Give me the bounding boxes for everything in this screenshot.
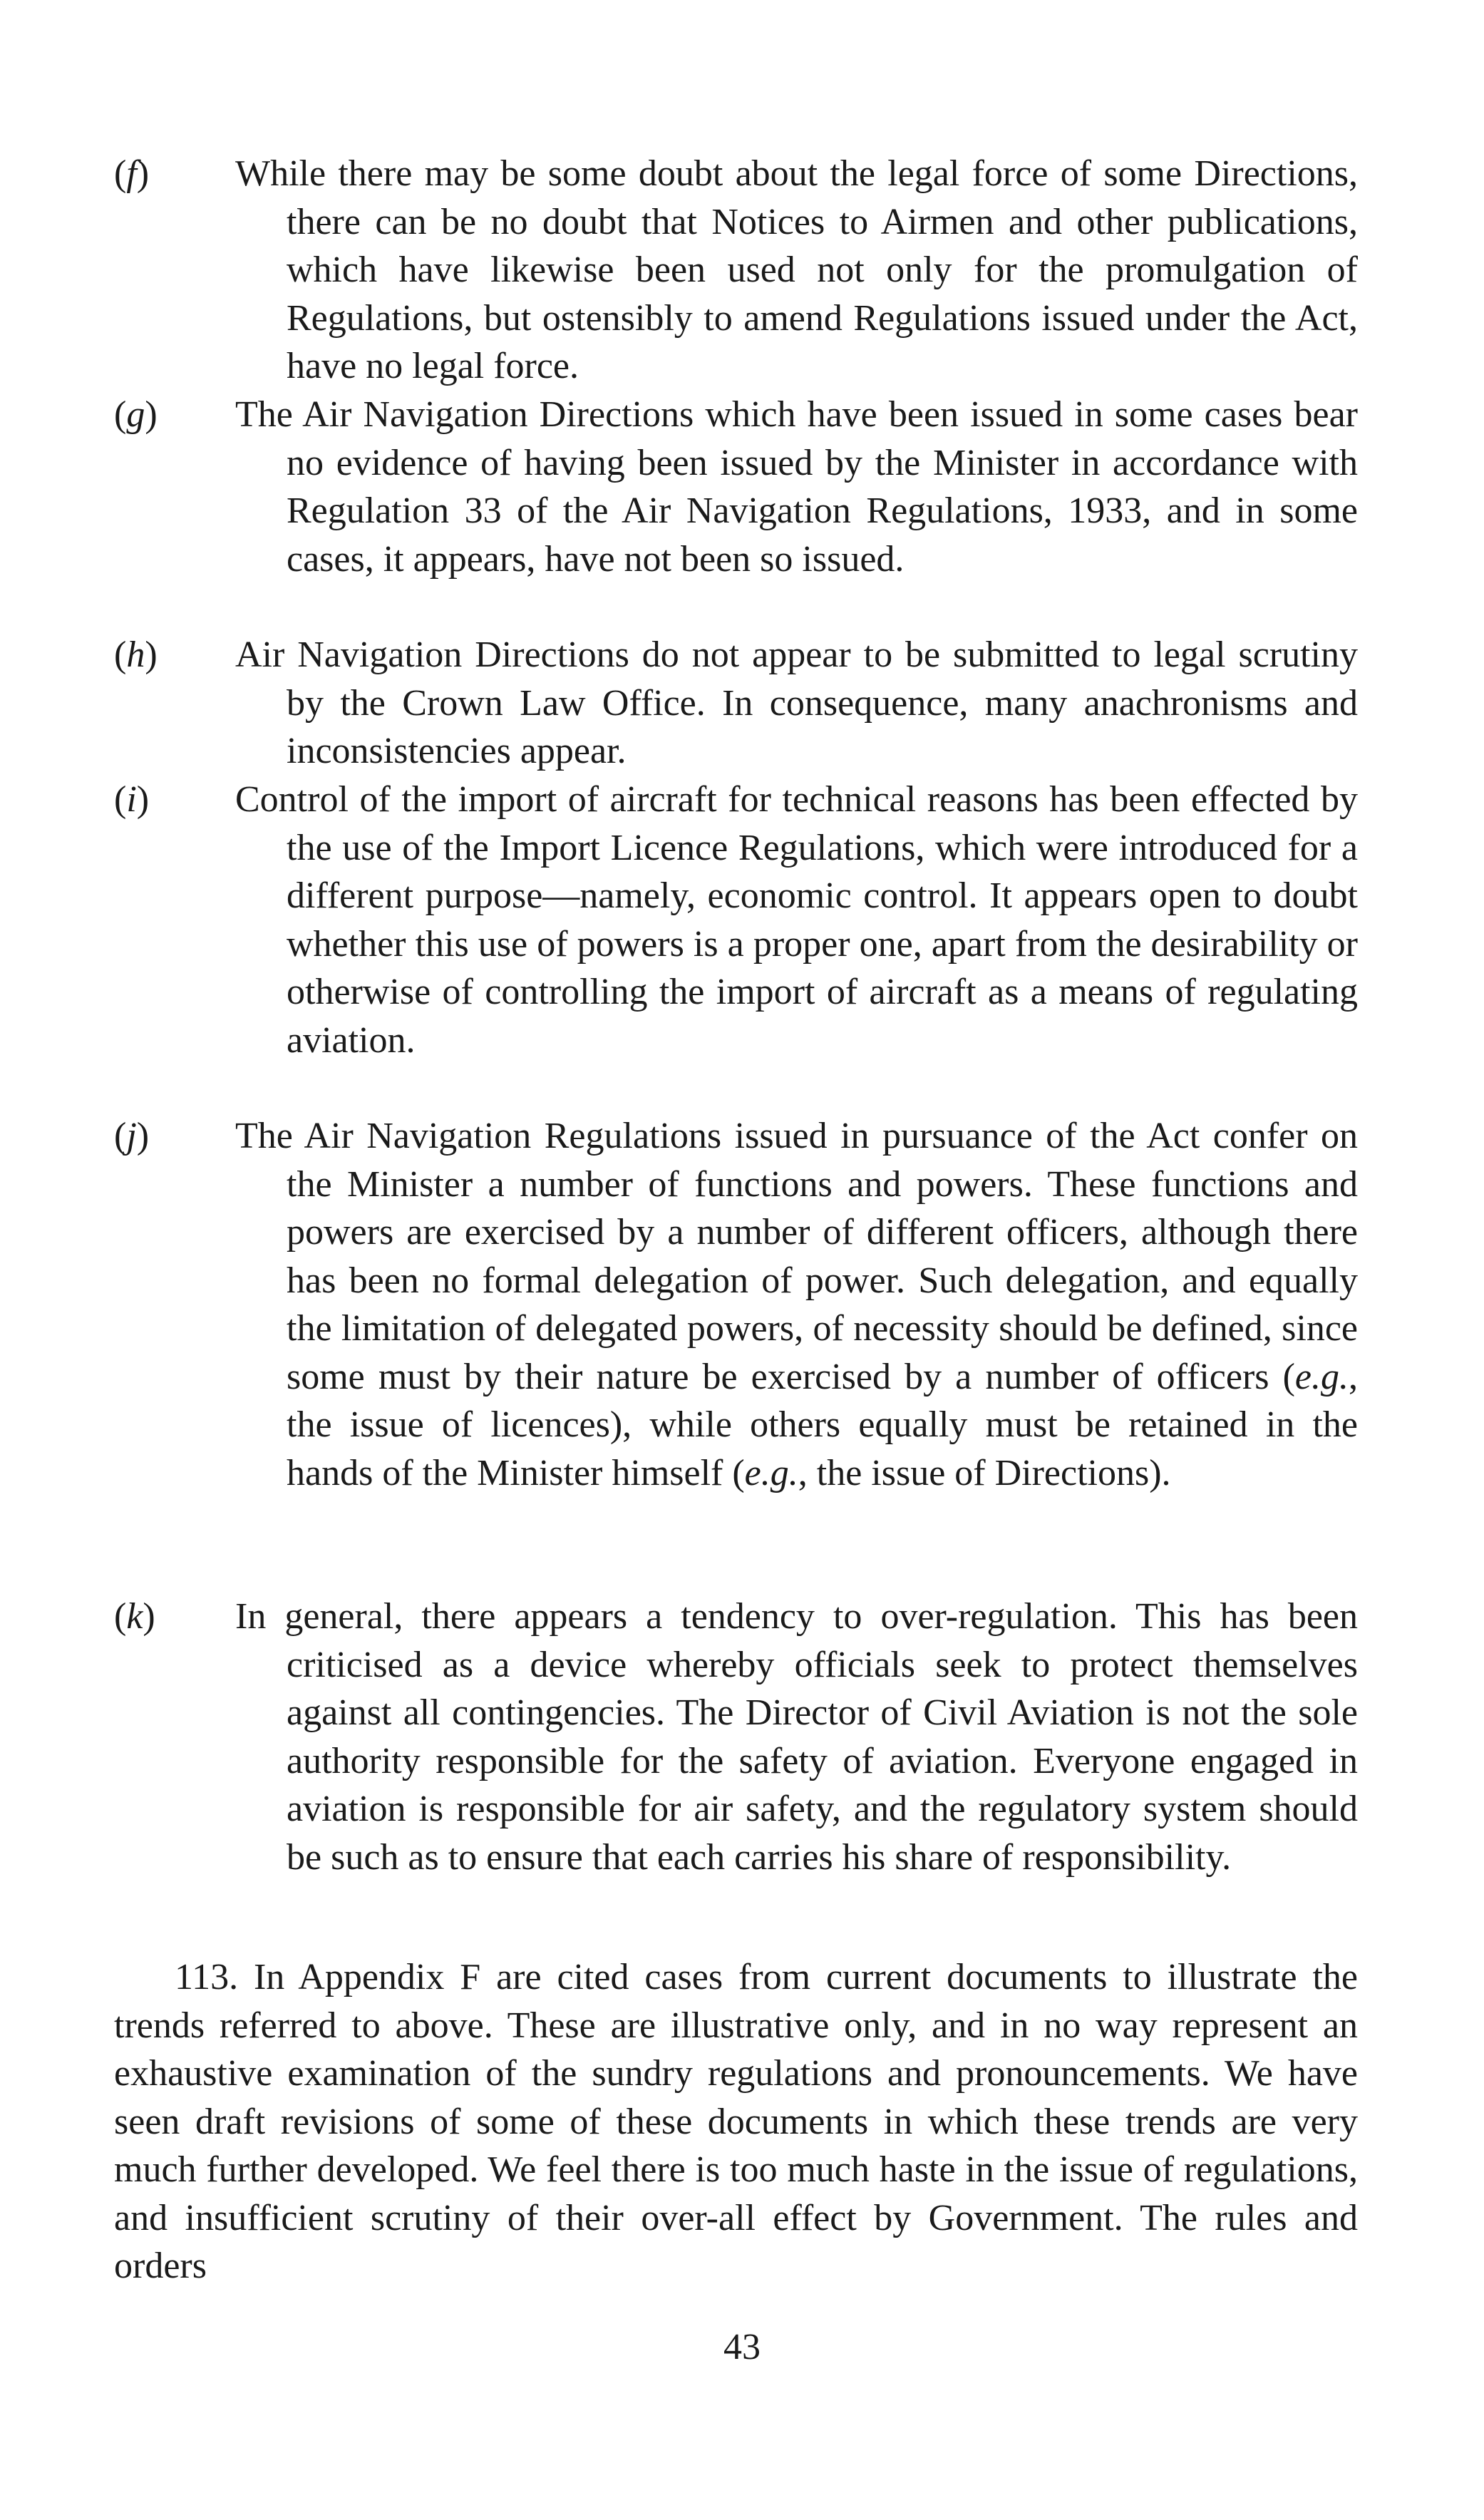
- item-text-f: While there may be some doubt about the legal force of some Directions, there can be no doubt that Notices to Airmen and other publications, which have likewise been used not only for the promulgation of Regulations, but ostensibly to amend Regulations issued under the Act, have no legal force.: [235, 153, 1358, 386]
- item-text-k: In general, there appears a tendency to over-regulation. This has been criticised as a device whereby officials seek to protect themselves against all contingencies. The Director of Civil Aviation is not the sole authority responsible for the safety of aviation. Everyone engaged in aviation is responsible for air safety, and the regulatory system should be such as to ensure that each carries his share of responsibility.: [235, 1596, 1358, 1878]
- paragraph-113: 113. In Appendix F are cited cases from current documents to illustrate the trends referred to above. These are illustrative only, and in no way represent an exhaustive examination of the sundry regulations and pronouncements. We have seen draft revisions of some of these documents in which these trends are very much further developed. We feel there is too much haste in the issue of regulations, and insufficient scrutiny of their over-all effect by Government. The rules and orders: [114, 1957, 1358, 2286]
- item-text-j: The Air Navigation Regulations issued in pursuance of the Act confer on the Minister a number of functions and powers. These functions and powers are exercised by a number of different officers, although there has been no formal delegation of power. Such delegation, and equally the limitation of delegated powers, of necessity should be defined, since some must by their nature be exercised by a number of officers (e.g., the issue of licences), while others equally must be retained in the hands of the Minister himself (e.g., the issue of Directions).: [235, 1116, 1358, 1493]
- list-item-h: (h) Air Navigation Directions do not appear to be submitted to legal scrutiny by the Crown Law Office. In consequence, many anachronisms and inconsistencies appear.: [114, 634, 1358, 771]
- list-item-g: (g) The Air Navigation Directions which have been issued in some cases bear no evidence of having been issued by the Minister in accordance with Regulation 33 of the Air Navigation Regulations, 1933, and in some cases, it appears, have not been so issued.: [114, 394, 1358, 580]
- item-text-i: Control of the import of aircraft for technical reasons has been effected by the use of the Import Licence Regulations, which were introduced for a different purpose—namely, economic control. It appears open to doubt whether this use of powers is a proper one, apart from the desirability or otherwise of controlling the import of aircraft as a means of regulating aviation.: [235, 779, 1358, 1061]
- list-item-f: (f) While there may be some doubt about the legal force of some Directions, there can be no doubt that Notices to Airmen and other publications, which have likewise been used not only for the promulgation of Regulations, but ostensibly to amend Regulations issued under the Act, have no legal force.: [114, 153, 1358, 386]
- item-text-h: Air Navigation Directions do not appear to be submitted to legal scrutiny by the Crown Law Office. In consequence, many anachronisms and inconsistencies appear.: [235, 634, 1358, 771]
- list-item-j: (j) The Air Navigation Regulations issued in pursuance of the Act confer on the Minister a number of functions and powers. These functions and powers are exercised by a number of different officers, although there has been no formal delegation of power. Such delegation, and equally the limitation of delegated powers, of necessity should be defined, since some must by their nature be exercised by a number of officers (e.g., the issue of licences), while others equally must be retained in the hands of the Minister himself (e.g., the issue of Directions).: [114, 1116, 1358, 1493]
- item-text-g: The Air Navigation Directions which have been issued in some cases bear no evidence of having been issued by the Minister in accordance with Regulation 33 of the Air Navigation Regulations, 1933, and in some cases, it appears, have not been so issued.: [235, 394, 1358, 580]
- list-item-i: (i) Control of the import of aircraft for technical reasons has been effected by the use of the Import Licence Regulations, which were introduced for a different purpose—namely, economic control. It appears open to doubt whether this use of powers is a proper one, apart from the desirability or otherwise of controlling the import of aircraft as a means of regulating aviation.: [114, 779, 1358, 1061]
- list-item-k: (k) In general, there appears a tendency to over-regulation. This has been criticised as a device whereby officials seek to protect themselves against all contingencies. The Director of Civil Aviation is not the sole authority responsible for the safety of aviation. Everyone engaged in aviation is responsible for air safety, and the regulatory system should be such as to ensure that each carries his share of responsibility.: [114, 1596, 1358, 1878]
- page-number: 43: [723, 2327, 761, 2367]
